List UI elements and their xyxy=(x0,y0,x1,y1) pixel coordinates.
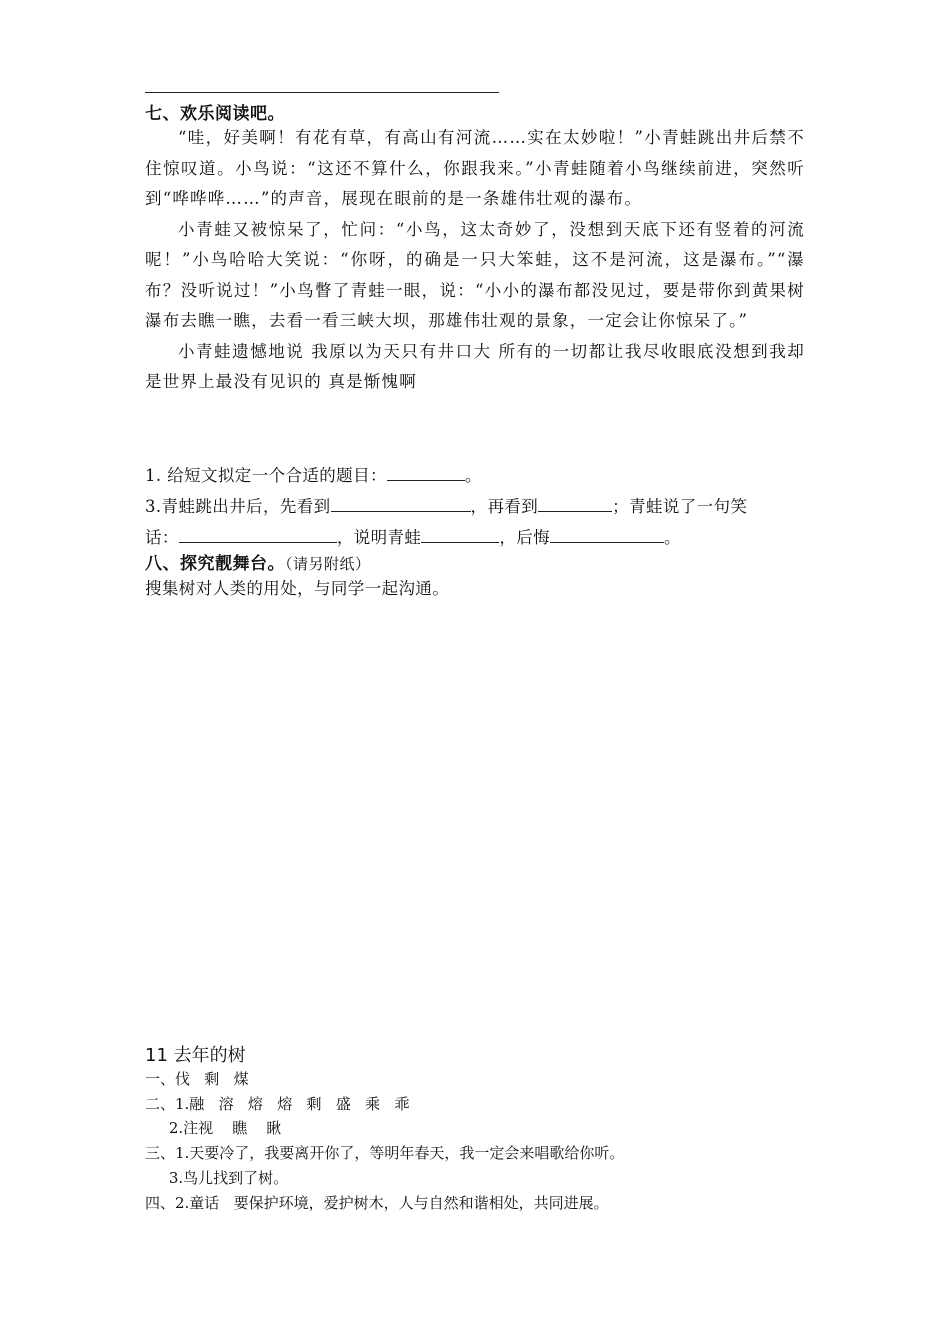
answer-blank-shows[interactable] xyxy=(421,524,499,543)
section-7-title: 七、欢乐阅读吧。 xyxy=(145,104,285,124)
top-rule xyxy=(145,92,499,93)
answer-blank-title[interactable] xyxy=(387,462,465,481)
answer-blank-first-seen[interactable] xyxy=(331,493,471,512)
passage-paragraph-1: “哇，好美啊！有花有草，有高山有河流……实在太妙啦！”小青蛙跳出井后禁不住惊叹道。小鸟说：“这还不算什么，你跟我来。”小青蛙随着小鸟继续前进，突然听到“哗哗哗……”的声音，展现在眼前的是一条雄伟壮观的瀑布。 xyxy=(145,128,805,208)
answer-line: 三、1.天要冷了，我要离开你了，等明年春天，我一定会来唱歌给你听。 xyxy=(145,1144,625,1163)
section-8-note: （请另附纸） xyxy=(285,555,371,573)
answer-line: 二、1.融 溶 熔 熔 剩 盛 乘 乖 xyxy=(145,1094,410,1113)
answer-key xyxy=(145,1067,825,1215)
questions xyxy=(145,460,815,553)
section-8-title: 八、探究靓舞台。（请另附纸） xyxy=(145,554,371,574)
answer-blank-joke[interactable] xyxy=(179,524,337,543)
passage-paragraph-3: 小青蛙遗憾地说 我原以为天只有井口大 所有的一切都让我尽收眼底没想到我却是世界上最没有见识的 真是惭愧啊 xyxy=(145,341,805,391)
passage-paragraph-2: 小青蛙又被惊呆了，忙问：“小鸟，这太奇妙了，没想到天底下还有竖着的河流呢！”小鸟哈哈大笑说：“你呀，的确是一只大笨蛙，这不是河流，这是瀑布。”“瀑布？没听说过！”小鸟瞥了青蛙一眼，说：“小小的瀑布都没见过，要是带你到黄果树瀑布去瞧一瞧，去看一看三峡大坝，那雄伟壮观的景象，一定会让你惊呆了。” xyxy=(145,219,805,330)
section-8-text: 搜集树对人类的用处，与同学一起沟通。 xyxy=(145,579,450,598)
question-3: 3.青蛙跳出井后，先看到 ，再看到 ；青蛙说了一句笑 话： ，说明青蛙 ，后悔 。 xyxy=(145,491,815,553)
question-1: 1. 给短文拟定一个合适的题目： 。 xyxy=(145,460,815,491)
question-1-text: 1. 给短文拟定一个合适的题目： xyxy=(145,466,387,485)
answer-line: 2.注视 瞧 瞅 xyxy=(145,1119,282,1138)
answer-key-title: 11 去年的树 xyxy=(145,1045,246,1066)
answer-line: 3.鸟儿找到了树。 xyxy=(145,1168,289,1187)
answer-line: 四、2.童话 要保护环境，爱护树木，人与自然和谐相处，共同进展。 xyxy=(145,1193,609,1212)
reading-passage xyxy=(145,123,805,398)
answer-blank-then-seen[interactable] xyxy=(538,493,612,512)
answer-blank-regret[interactable] xyxy=(550,524,664,543)
answer-line: 一、伐 剩 煤 xyxy=(145,1070,249,1088)
